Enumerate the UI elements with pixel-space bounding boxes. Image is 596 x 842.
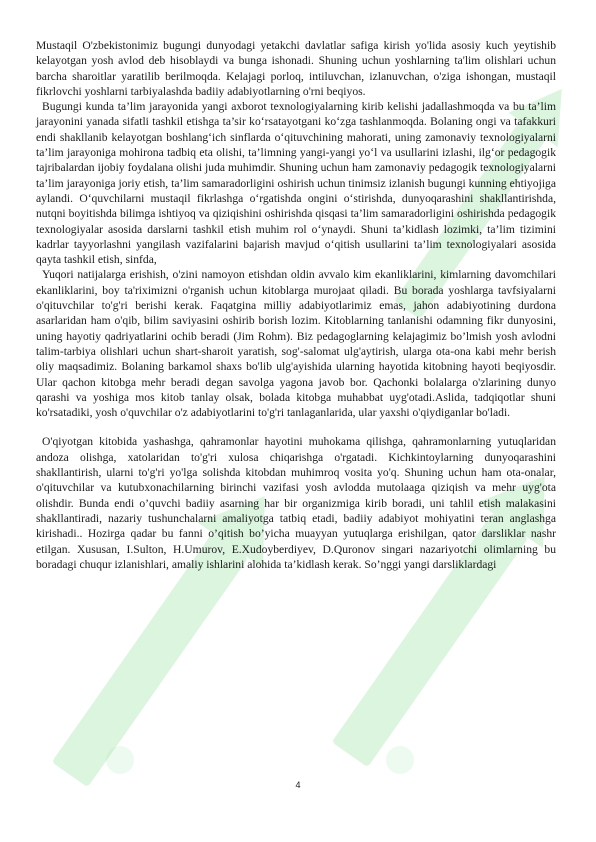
watermark-dot — [386, 746, 414, 774]
paragraph-2: Bugungi kunda ta’lim jarayonida yangi axborot texnologiyalarning kirib kelishi jadallashmoqda va bu ta’lim jarayonini yanada sifatli tashkil etishga ta’sir ko‘rsatayotgani ko‘zga tashlanmoqda. Bolaning ongi va tafakkuri endi shakllanib kelayotgan boshlang‘ich sinflarda o‘qituvchining mahorati, uning zamonaviy texnologiyalarni ta’lim jarayoniga mohirona tadbiq eta olishi, ta’limning yangi-yangi yo‘l va usullarini izlashi, ilg‘or pedagogik tajribalardan ijobiy foydalana olishi juda muhimdir. Shuning uchun ham zamonaviy pedagogik texnologiyalarni ta’lim jarayoniga joriy etish, ta’lim samaradorligini oshirish uchun tinimsiz izlanish bugungi kunning ehtiyojiga aylandi. O‘quvchilarni mustaqil fikrlashga o‘rgatishda ongini o‘stirishda, dunyoqarashini shakllantirishda, nutqni boyitishda bilimga ishtiyoq va qiziqishini oshirishda qisqasi ta’lim samaradorligini oshirishda pedagogik texnologiyalar asosida darslarni tashkil etish muhim rol o‘ynaydi. Shuni ta’kidlash lozimki, ta’lim tizimini kadrlar tayyorlashni yangilash vazifalarini bajarish mavjud o‘qitish usullarini ta’lim texnologiyalari asosida qayta tashkil etish, sinfda, — [36, 100, 556, 267]
paragraph-4: O'qiyotgan kitobida yashashga, qahramonlar hayotini muhokama qilishga, qahramonlarning yutuqlaridan andoza olishga, xatolaridan to'g'ri xulosa chiqarishga o'rgatadi. Kichkintoylarning dunyoqarashini shakllantirish, ularni to'g'ri yo'lga solishda kitobdan muhimroq vosita yo'q. Shuning uchun ham ota-onalar, o'qituvchilar va kutubxonachilarning birinchi vazifasi yosh avlodda mutolaaga qiziqish va mehr uyg'ota olishdir. Bunda endi o’quvchi badiiy asarning har bir organizmiga kirib boradi, uni tahlil etish malakasini shakllantiradi, nazariy tushunchalarni amaliyotga tatbiq etadi, badiiy adabiyot mohiyatini teran anglashga kirishadi.. Hozirga qadar bu fanni o’qitish bo’yicha muayyan yutuqlarga erishilgan, qator darsliklar nashr etilgan. Xususan, I.Sulton, H.Umurov, E.Xudoyberdiyev, D.Quronov singari nazariyotchi olimlarning bu boradagi chuqur izlanishlari, amaliy ishlarini alohida ta’kidlash kerak. So’nggi yangi darsliklardagi — [36, 435, 556, 571]
page-number: 4 — [295, 780, 301, 790]
watermark-dot — [106, 746, 134, 774]
paragraph-1: Mustaqil O'zbekistonimiz bugungi dunyodagi yetakchi davlatlar safiga kirish yo'lida asosiy kuch yeytishib kelayotgan yosh avlod deb hisoblaydi va bunga ishonadi. Shuning uchun yoshlarning ta'lim olishlari uchun barcha sharoitlar yaratilib berilmoqda. Kelajagi porloq, intiluvchan, izlanuvchan, o'ziga ishongan, mustaqil fikrlovchi yoshlarni tarbiyalashda badiiy adabiyotlarning o'rni beqiyos. — [36, 39, 556, 98]
paragraph-3: Yuqori natijalarga erishish, o'zini namoyon etishdan oldin avvalo kim ekanliklarini, kimlarning davomchilari ekanliklarini, boy ta'riximizni o'rganish uchun kitoblarga murojaat qiladi. Bu borada yoshlarga tavfsiyalarni o'qituvchilar to'g'ri berishi kerak. Faqatgina milliy adabiyotlarimiz emas, jahon adabiyotining durdona asarlaridan ham o'qib, bilim saviyasini oshirib borish lozim. Kitoblarning tanlanishi odamning fikr dunyosini, uning hayotiy qadriyatlarini ochib beradi (Jim Rohm). Biz pedagoglarning kelajagimiz bo’lmish yosh avlodni talim-tarbiya olishlari uchun shart-sharoit yaratish, sog'-salomat ulg'aytirish, ularga ota-ona kabi mehr berish oliy maqsadimiz. Bolaning barkamol shaxs bo'lib ulg'ayishida ularning hayotida kitobning hayoti beqiyosdir. Ular qachon kitobga mehr beradi degan savolga yagona javob bor. Qachonki bolalarga o'zlarining dunyo qarashi va yoshiga mos kitob tanlay olsak, bolada kitobga muhabbat uyg'otadi.Aslida, tadqiqotlar shuni ko'rsatadiki, yosh o'quvchilar o'z adabiyotlarini to'g'ri tanlaganlarida, ular yaxshi o'qiydiganlar bo'ladi. — [36, 268, 556, 420]
document-body — [36, 38, 556, 572]
